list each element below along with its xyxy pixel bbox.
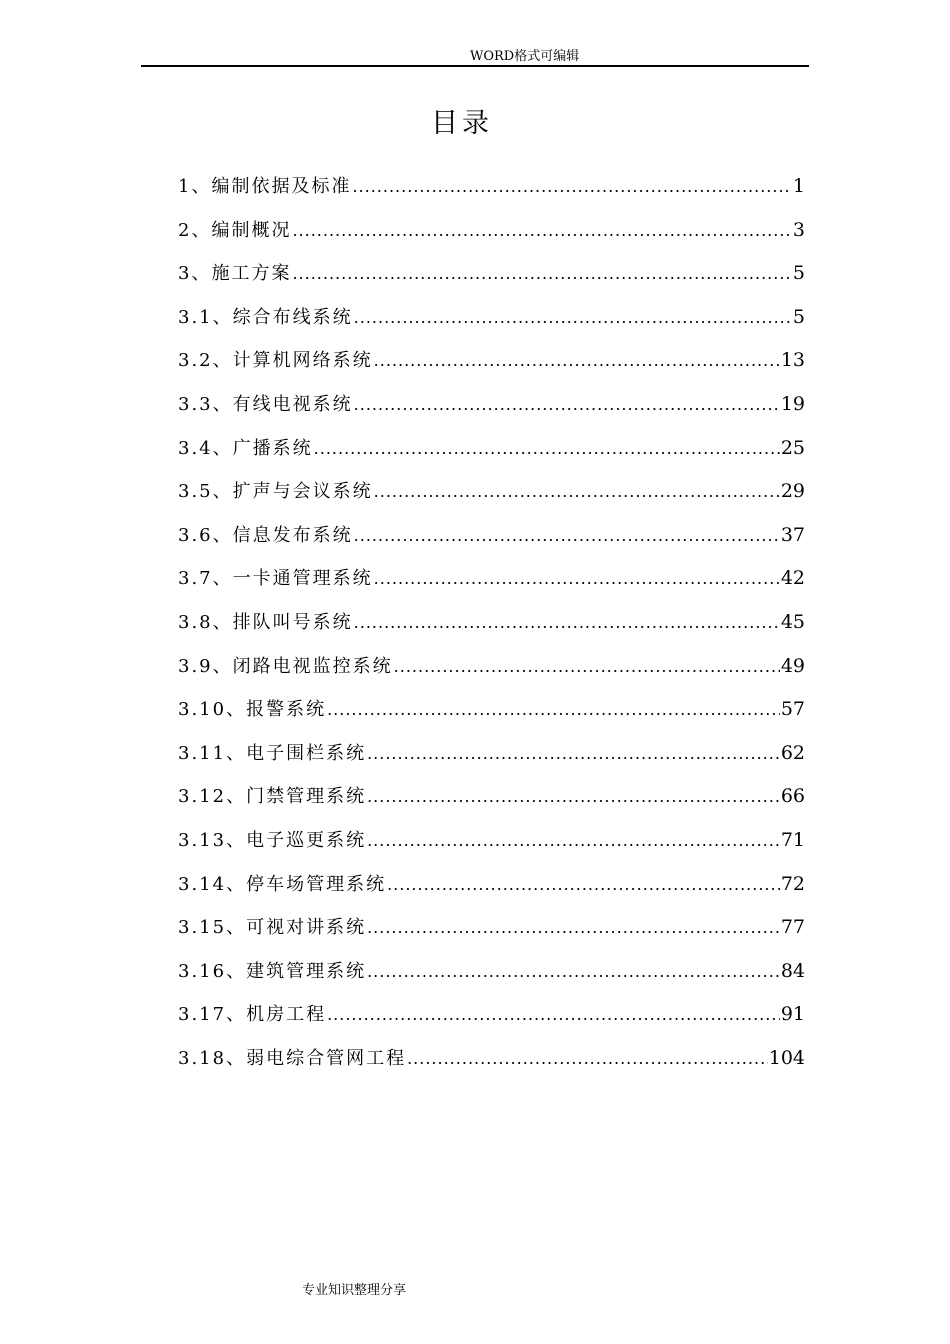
table-of-contents bbox=[178, 169, 805, 1084]
toc-leader-dots bbox=[327, 693, 780, 727]
toc-entry-page: 25 bbox=[780, 436, 805, 459]
toc-entry[interactable] bbox=[178, 649, 805, 693]
toc-entry-label: 3.2、计算机网络系统 bbox=[178, 350, 373, 372]
toc-entry-label: 3、施工方案 bbox=[178, 263, 292, 285]
toc-leader-dots bbox=[407, 1042, 768, 1076]
toc-entry-label: 1、编制依据及标准 bbox=[178, 176, 352, 197]
toc-entry-page: 71 bbox=[780, 828, 805, 851]
toc-entry[interactable] bbox=[178, 256, 805, 300]
toc-leader-dots bbox=[374, 475, 780, 509]
page-header-text: WORD格式可编辑 bbox=[470, 49, 580, 64]
toc-leader-dots bbox=[374, 344, 780, 378]
toc-entry-page: 42 bbox=[780, 567, 805, 590]
toc-entry-page: 3 bbox=[792, 218, 805, 241]
toc-entry-label: 3.6、信息发布系统 bbox=[178, 524, 353, 546]
toc-leader-dots bbox=[292, 214, 791, 248]
toc-entry[interactable] bbox=[178, 300, 805, 344]
toc-leader-dots bbox=[367, 955, 780, 989]
toc-entry-page: 1 bbox=[792, 175, 805, 197]
toc-leader-dots bbox=[394, 650, 780, 684]
toc-entry-label: 3.4、广播系统 bbox=[178, 437, 313, 459]
toc-entry[interactable] bbox=[178, 343, 805, 387]
toc-entry[interactable] bbox=[178, 823, 805, 867]
toc-entry[interactable] bbox=[178, 387, 805, 431]
toc-entry-label: 2、编制概况 bbox=[178, 219, 292, 241]
toc-entry-page: 19 bbox=[780, 392, 805, 415]
page-title: 目录 bbox=[431, 108, 493, 139]
toc-entry-label: 3.10、报警系统 bbox=[178, 699, 327, 721]
toc-entry-label: 3.12、门禁管理系统 bbox=[178, 786, 367, 808]
toc-entry-label: 3.14、停车场管理系统 bbox=[178, 873, 387, 895]
toc-leader-dots bbox=[367, 737, 780, 771]
toc-entry[interactable] bbox=[178, 213, 805, 257]
toc-entry-label: 3.13、电子巡更系统 bbox=[178, 829, 367, 851]
toc-entry-label: 3.3、有线电视系统 bbox=[178, 393, 353, 415]
toc-leader-dots bbox=[354, 388, 780, 422]
toc-entry-label: 3.11、电子围栏系统 bbox=[178, 742, 367, 764]
toc-entry-page: 91 bbox=[780, 1003, 805, 1026]
toc-leader-dots bbox=[374, 562, 780, 596]
toc-leader-dots bbox=[387, 868, 780, 902]
toc-leader-dots bbox=[354, 606, 780, 640]
toc-entry[interactable] bbox=[178, 474, 805, 518]
toc-entry-page: 29 bbox=[780, 480, 805, 503]
toc-entry[interactable] bbox=[178, 910, 805, 954]
toc-entry-page: 5 bbox=[792, 262, 805, 285]
toc-entry-label: 3.5、扩声与会议系统 bbox=[178, 481, 373, 503]
toc-entry-label: 3.1、综合布线系统 bbox=[178, 306, 353, 328]
toc-leader-dots bbox=[367, 911, 780, 945]
toc-entry-page: 84 bbox=[780, 959, 805, 982]
toc-entry-page: 13 bbox=[780, 349, 805, 372]
toc-entry-page: 45 bbox=[780, 610, 805, 633]
toc-entry-page: 66 bbox=[780, 785, 805, 808]
toc-entry-page: 104 bbox=[768, 1046, 805, 1069]
toc-entry[interactable] bbox=[178, 867, 805, 911]
toc-entry[interactable] bbox=[178, 518, 805, 562]
toc-entry[interactable] bbox=[178, 1041, 805, 1085]
toc-entry[interactable] bbox=[178, 169, 805, 213]
toc-entry-page: 49 bbox=[780, 654, 805, 677]
toc-entry-page: 37 bbox=[780, 523, 805, 546]
toc-entry-label: 3.9、闭路电视监控系统 bbox=[178, 655, 393, 677]
toc-leader-dots bbox=[327, 998, 780, 1032]
toc-entry[interactable] bbox=[178, 692, 805, 736]
toc-leader-dots bbox=[352, 170, 791, 204]
toc-entry-label: 3.17、机房工程 bbox=[178, 1004, 327, 1026]
toc-entry[interactable] bbox=[178, 997, 805, 1041]
toc-entry[interactable] bbox=[178, 605, 805, 649]
toc-entry-page: 62 bbox=[780, 741, 805, 764]
header-divider bbox=[141, 65, 809, 67]
toc-leader-dots bbox=[367, 824, 780, 858]
toc-entry[interactable] bbox=[178, 431, 805, 475]
page-footer-text: 专业知识整理分享 bbox=[302, 1283, 407, 1298]
toc-entry[interactable] bbox=[178, 779, 805, 823]
toc-entry-page: 5 bbox=[792, 305, 805, 328]
toc-leader-dots bbox=[354, 519, 780, 553]
toc-entry-label: 3.16、建筑管理系统 bbox=[178, 960, 367, 982]
toc-leader-dots bbox=[367, 780, 780, 814]
toc-entry-page: 72 bbox=[780, 872, 805, 895]
toc-leader-dots bbox=[354, 301, 792, 335]
toc-entry[interactable] bbox=[178, 954, 805, 998]
toc-entry-label: 3.18、弱电综合管网工程 bbox=[178, 1047, 407, 1069]
toc-entry-label: 3.7、一卡通管理系统 bbox=[178, 568, 373, 590]
toc-leader-dots bbox=[314, 432, 780, 466]
toc-entry-label: 3.15、可视对讲系统 bbox=[178, 917, 367, 939]
toc-entry[interactable] bbox=[178, 736, 805, 780]
toc-leader-dots bbox=[292, 257, 791, 291]
toc-entry-page: 57 bbox=[780, 698, 805, 721]
toc-entry-page: 77 bbox=[780, 916, 805, 939]
toc-entry-label: 3.8、排队叫号系统 bbox=[178, 611, 353, 633]
toc-entry[interactable] bbox=[178, 561, 805, 605]
